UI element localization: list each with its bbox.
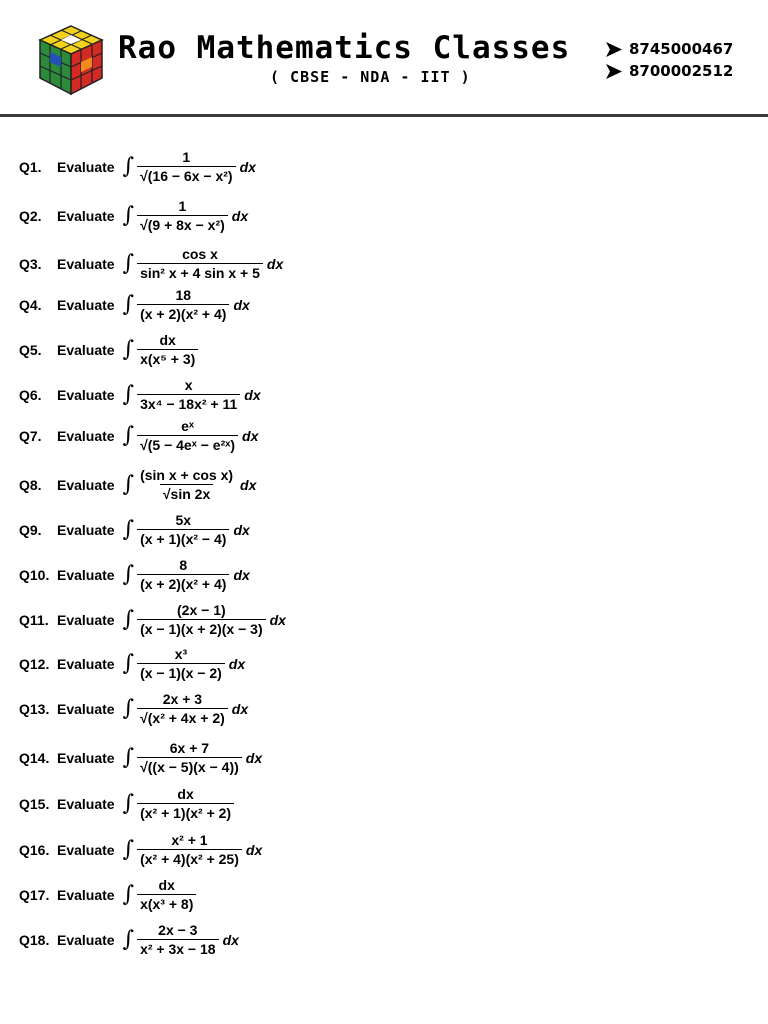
numerator: 1 bbox=[178, 198, 187, 214]
question-verb: Evaluate bbox=[57, 841, 115, 858]
arrow-right-icon bbox=[606, 64, 622, 79]
differential: dx bbox=[242, 427, 259, 444]
denominator: (x − 1)(x − 2) bbox=[137, 663, 225, 681]
question-number: Q16. bbox=[19, 841, 50, 858]
integral-sign: ∫ bbox=[122, 337, 135, 362]
fraction bbox=[137, 512, 229, 547]
denominator: 3x⁴ − 18x² + 11 bbox=[137, 394, 240, 412]
differential: dx bbox=[245, 841, 263, 858]
integral-sign: ∫ bbox=[122, 423, 135, 448]
numerator: x³ bbox=[174, 646, 188, 662]
fraction bbox=[137, 740, 242, 775]
phone-line bbox=[606, 38, 733, 60]
question-item bbox=[19, 691, 248, 726]
question-item bbox=[19, 922, 239, 957]
question-verb: Evaluate bbox=[57, 886, 115, 903]
phone-number: 8700002512 bbox=[629, 62, 734, 80]
integral-sign: ∫ bbox=[122, 251, 135, 276]
differential: dx bbox=[233, 566, 250, 583]
question-number: Q5. bbox=[19, 341, 42, 358]
fraction bbox=[137, 377, 240, 412]
question-item bbox=[19, 557, 250, 592]
numerator: 2x − 3 bbox=[158, 922, 198, 938]
numerator: (sin x + cos x) bbox=[140, 467, 234, 483]
question-number: Q18. bbox=[19, 931, 50, 948]
question-item bbox=[19, 287, 250, 322]
question-item bbox=[19, 832, 262, 867]
question-number: Q9. bbox=[19, 521, 42, 538]
question-number: Q7. bbox=[19, 427, 42, 444]
phone-line bbox=[606, 60, 733, 82]
numerator: x² + 1 bbox=[171, 832, 208, 848]
question-item bbox=[19, 467, 256, 502]
page-subtitle: ( CBSE - NDA - IIT ) bbox=[270, 68, 471, 86]
question-item bbox=[19, 198, 248, 233]
question-number: Q3. bbox=[19, 255, 42, 272]
question-number: Q8. bbox=[19, 476, 42, 493]
denominator: (x + 2)(x² + 4) bbox=[137, 574, 229, 592]
question-verb: Evaluate bbox=[57, 700, 115, 717]
fraction bbox=[137, 467, 236, 502]
fraction bbox=[137, 877, 196, 912]
fraction bbox=[137, 557, 229, 592]
integral-sign: ∫ bbox=[122, 517, 135, 542]
fraction bbox=[137, 198, 228, 233]
page-header bbox=[0, 0, 768, 114]
question-number: Q17. bbox=[19, 886, 50, 903]
denominator: x² + 3x − 18 bbox=[137, 939, 219, 957]
fraction bbox=[137, 646, 225, 681]
differential: dx bbox=[269, 611, 286, 628]
denominator: (x² + 4)(x² + 25) bbox=[137, 849, 242, 867]
question-item bbox=[19, 418, 258, 453]
fraction bbox=[137, 786, 234, 821]
denominator: √((x − 5)(x − 4)) bbox=[137, 757, 242, 775]
phone-number: 8745000467 bbox=[629, 40, 734, 58]
question-verb: Evaluate bbox=[57, 566, 115, 583]
question-verb: Evaluate bbox=[57, 427, 115, 444]
denominator: sin² x + 4 sin x + 5 bbox=[137, 263, 263, 281]
arrow-right-icon bbox=[606, 42, 622, 57]
page-title: Rao Mathematics Classes bbox=[118, 30, 571, 66]
integral-sign: ∫ bbox=[122, 472, 135, 497]
differential: dx bbox=[266, 255, 284, 272]
question-verb: Evaluate bbox=[57, 521, 115, 538]
question-verb: Evaluate bbox=[57, 296, 115, 313]
question-number: Q12. bbox=[19, 655, 50, 672]
numerator: 18 bbox=[175, 287, 192, 303]
question-number: Q15. bbox=[19, 795, 50, 812]
question-verb: Evaluate bbox=[57, 386, 115, 403]
denominator: √(x² + 4x + 2) bbox=[137, 708, 228, 726]
fraction bbox=[137, 246, 263, 281]
question-verb: Evaluate bbox=[57, 931, 115, 948]
numerator: (2x − 1) bbox=[177, 602, 226, 618]
question-verb: Evaluate bbox=[57, 611, 115, 628]
denominator: (x² + 1)(x² + 2) bbox=[137, 803, 234, 821]
numerator: 2x + 3 bbox=[162, 691, 203, 707]
question-item bbox=[19, 786, 238, 821]
question-item bbox=[19, 602, 286, 637]
integral-sign: ∫ bbox=[122, 651, 135, 676]
fraction bbox=[137, 691, 228, 726]
fraction bbox=[137, 922, 219, 957]
numerator: dx bbox=[177, 786, 194, 802]
denominator: (x + 1)(x² − 4) bbox=[137, 529, 229, 547]
numerator: 8 bbox=[179, 557, 188, 573]
integral-sign: ∫ bbox=[122, 791, 135, 816]
differential: dx bbox=[222, 931, 239, 948]
denominator: √(9 + 8x − x²) bbox=[137, 215, 228, 233]
fraction bbox=[137, 149, 236, 184]
fraction bbox=[137, 332, 198, 367]
contact-phones bbox=[606, 38, 733, 82]
question-number: Q13. bbox=[19, 700, 50, 717]
question-item bbox=[19, 646, 245, 681]
question-verb: Evaluate bbox=[57, 341, 115, 358]
numerator: eˣ bbox=[181, 418, 195, 434]
fraction bbox=[137, 832, 242, 867]
differential: dx bbox=[228, 655, 246, 672]
differential: dx bbox=[231, 700, 249, 717]
differential: dx bbox=[231, 207, 249, 224]
numerator: 5x bbox=[175, 512, 192, 528]
differential: dx bbox=[240, 476, 257, 493]
denominator: x(x³ + 8) bbox=[137, 894, 196, 912]
question-verb: Evaluate bbox=[57, 476, 115, 493]
integral-sign: ∫ bbox=[122, 696, 135, 721]
integral-sign: ∫ bbox=[122, 154, 135, 179]
differential: dx bbox=[233, 521, 250, 538]
question-verb: Evaluate bbox=[57, 207, 115, 224]
question-item bbox=[19, 377, 261, 412]
numerator: dx bbox=[159, 332, 176, 348]
question-item bbox=[19, 740, 262, 775]
question-verb: Evaluate bbox=[57, 158, 115, 175]
numerator: x bbox=[184, 377, 193, 393]
question-item bbox=[19, 332, 202, 367]
differential: dx bbox=[244, 386, 261, 403]
numerator: cos x bbox=[182, 246, 218, 262]
question-item bbox=[19, 877, 200, 912]
integral-sign: ∫ bbox=[122, 382, 135, 407]
question-verb: Evaluate bbox=[57, 749, 115, 766]
question-number: Q14. bbox=[19, 749, 50, 766]
integral-sign: ∫ bbox=[122, 837, 135, 862]
integral-sign: ∫ bbox=[122, 927, 135, 952]
question-verb: Evaluate bbox=[57, 795, 115, 812]
integral-sign: ∫ bbox=[122, 745, 135, 770]
question-number: Q6. bbox=[19, 386, 42, 403]
fraction bbox=[137, 418, 238, 453]
question-number: Q2. bbox=[19, 207, 42, 224]
denominator: √(5 − 4eˣ − e²ˣ) bbox=[137, 435, 238, 453]
question-number: Q10. bbox=[19, 566, 50, 583]
header-divider bbox=[0, 114, 768, 117]
denominator: √(16 − 6x − x²) bbox=[137, 166, 236, 184]
integral-sign: ∫ bbox=[122, 562, 135, 587]
numerator: dx bbox=[158, 877, 175, 893]
integral-sign: ∫ bbox=[122, 882, 135, 907]
question-verb: Evaluate bbox=[57, 655, 115, 672]
differential: dx bbox=[245, 749, 263, 766]
differential: dx bbox=[233, 296, 250, 313]
numerator: 6x + 7 bbox=[169, 740, 210, 756]
rubiks-cube-icon bbox=[36, 22, 106, 98]
integral-sign: ∫ bbox=[122, 203, 135, 228]
question-item bbox=[19, 149, 256, 184]
question-item bbox=[19, 246, 283, 281]
denominator: √sin 2x bbox=[160, 484, 213, 502]
question-number: Q1. bbox=[19, 158, 42, 175]
denominator: x(x⁵ + 3) bbox=[137, 349, 198, 367]
integral-sign: ∫ bbox=[122, 607, 135, 632]
numerator: 1 bbox=[182, 149, 191, 165]
question-number: Q11. bbox=[19, 611, 49, 628]
differential: dx bbox=[239, 158, 256, 175]
integral-sign: ∫ bbox=[122, 292, 135, 317]
question-item bbox=[19, 512, 250, 547]
question-number: Q4. bbox=[19, 296, 42, 313]
denominator: (x − 1)(x + 2)(x − 3) bbox=[137, 619, 266, 637]
question-verb: Evaluate bbox=[57, 255, 115, 272]
denominator: (x + 2)(x² + 4) bbox=[137, 304, 229, 322]
fraction bbox=[137, 602, 266, 637]
fraction bbox=[137, 287, 229, 322]
